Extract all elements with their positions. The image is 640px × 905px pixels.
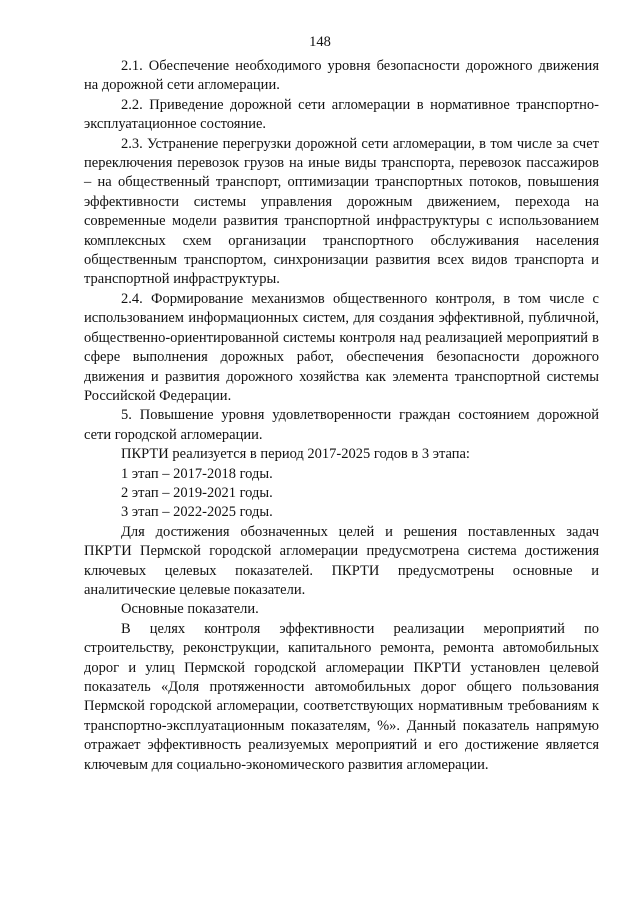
stage-1: 1 этап – 2017-2018 годы.: [121, 465, 273, 482]
document-body: [84, 57, 599, 775]
paragraph-2-1: 2.1. Обеспечение необходимого уровня безопасности дорожного движения на дорожной сети агломерации.: [84, 58, 599, 94]
paragraph-main-indicators-heading: Основные показатели.: [121, 601, 259, 618]
stage-2: 2 этап – 2019-2021 годы.: [121, 484, 273, 501]
paragraph-period: ПКРТИ реализуется в период 2017-2025 годов в 3 этапа:: [121, 446, 470, 463]
stage-3: 3 этап – 2022-2025 годы.: [121, 504, 273, 521]
paragraph-2-2: 2.2. Приведение дорожной сети агломерации в нормативное транспортно-эксплуатационное состояние.: [84, 96, 599, 133]
paragraph-5: 5. Повышение уровня удовлетворенности граждан состоянием дорожной сети городской агломерации.: [84, 407, 599, 443]
paragraph-2-4: 2.4. Формирование механизмов общественного контроля, в том числе с использованием информационных систем, для создания эффективной, публичной, общественно-ориентированной системы контроля над реализацией мероприятий в сфере выполнения дорожных работ, обеспечения безопасности дорожного движения и развития дорожного хозяйства как элемента транспортной системы Российской Федерации.: [84, 290, 599, 404]
paragraph-target-indicator: В целях контроля эффективности реализации мероприятий по строительству, реконструкции, капитального ремонта, ремонта автомобильных дорог и улиц Пермской городской агломерации ПКРТИ установлен целевой показатель «Доля протяженности автомобильных дорог общего пользования Пермской городской агломерации, соответствующих нормативным требованиям к транспортно-эксплуатационным показателям, %». Данный показатель напрямую отражает эффективность реализуемых мероприятий и его достижение является ключевым для социально-экономического развития агломерации.: [84, 620, 599, 773]
page-number: 148: [309, 34, 331, 50]
paragraph-2-3: 2.3. Устранение перегрузки дорожной сети агломерации, в том числе за счет переключения перевозок грузов на иные виды транспорта, перевозок пассажиров – на общественный транспорт, оптимизации транспортных потоков, повышения эффективности системы управления дорожным движением, перехода на современные модели развития транспортной инфраструктуры с использованием комплексных схем организации транспортного обслуживания населения общественным транспортом, синхронизации развития всех видов транспорта и транспортной инфраструктуры.: [84, 135, 599, 288]
paragraph-indicators-system: Для достижения обозначенных целей и решения поставленных задач ПКРТИ Пермской городской агломерации предусмотрена система достижения ключевых целевых показателей. ПКРТИ предусмотрены основные и аналитические целевые показатели.: [84, 523, 599, 598]
